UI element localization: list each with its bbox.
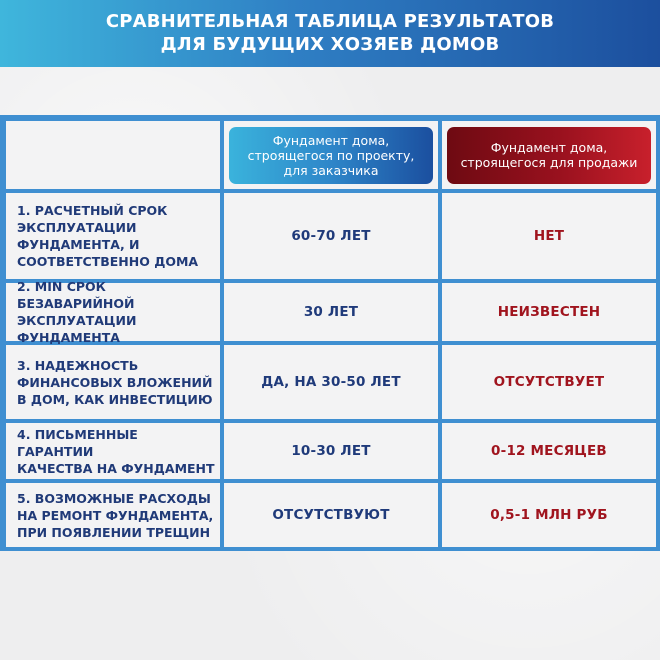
header-empty-cell: [6, 121, 220, 189]
row-4-label: 4. ПИСЬМЕННЫЕ ГАРАНТИИ КАЧЕСТВА НА ФУНДАМЕНТ: [17, 426, 215, 476]
header-for-sale-pill: [447, 127, 651, 184]
row-5-label-cell: [6, 483, 220, 547]
title-line-2: ДЛЯ БУДУЩИХ ХОЗЯЕВ ДОМОВ: [160, 34, 500, 55]
header-custom-label: Фундамент дома, строящегося по проекту, для заказчика: [247, 132, 415, 178]
row-2-label-cell: [6, 279, 220, 345]
row-3-label-cell: [6, 345, 220, 419]
row-1-label-cell: [6, 193, 220, 279]
row-5-custom-value: ОТСУТСТВУЮТ: [224, 483, 438, 547]
row-1-label: 1. РАСЧЕТНЫЙ СРОК ЭКСПЛУАТАЦИИ ФУНДАМЕНТА, И СООТВЕТСТВЕННО ДОМА: [17, 203, 199, 269]
row-1-custom-value: 60-70 ЛЕТ: [224, 193, 438, 279]
row-5-for-sale-value: 0,5-1 МЛН РУБ: [442, 483, 656, 547]
header-custom-cell: [224, 121, 438, 189]
header-for-sale-label: Фундамент дома, строящегося для продажи: [460, 140, 638, 170]
row-2-label: 2. MIN СРОК БЕЗАВАРИЙНОЙ ЭКСПЛУАТАЦИИ ФУНДАМЕНТА: [17, 279, 137, 345]
row-3-for-sale-value: ОТСУТСТВУЕТ: [442, 345, 656, 419]
row-4-for-sale-value: 0-12 МЕСЯЦЕВ: [442, 423, 656, 479]
row-4-custom-value: 10-30 ЛЕТ: [224, 423, 438, 479]
comparison-table: [0, 115, 660, 551]
row-3-label: 3. НАДЕЖНОСТЬ ФИНАНСОВЫХ ВЛОЖЕНИЙ В ДОМ, КАК ИНВЕСТИЦИЮ: [17, 357, 213, 407]
header-for-sale-cell: [442, 121, 656, 189]
row-5-label: 5. ВОЗМОЖНЫЕ РАСХОДЫ НА РЕМОНТ ФУНДАМЕНТА, ПРИ ПОЯВЛЕНИИ ТРЕЩИН: [17, 490, 214, 540]
row-2-for-sale-value: НЕИЗВЕСТЕН: [442, 283, 656, 341]
row-1-for-sale-value: НЕТ: [442, 193, 656, 279]
row-4-label-cell: [6, 423, 220, 479]
header-custom-pill: [229, 127, 433, 184]
title-banner: [0, 0, 660, 67]
title-line-1: СРАВНИТЕЛЬНАЯ ТАБЛИЦА РЕЗУЛЬТАТОВ: [105, 11, 555, 32]
row-3-custom-value: ДА, НА 30-50 ЛЕТ: [224, 345, 438, 419]
row-2-custom-value: 30 ЛЕТ: [224, 283, 438, 341]
